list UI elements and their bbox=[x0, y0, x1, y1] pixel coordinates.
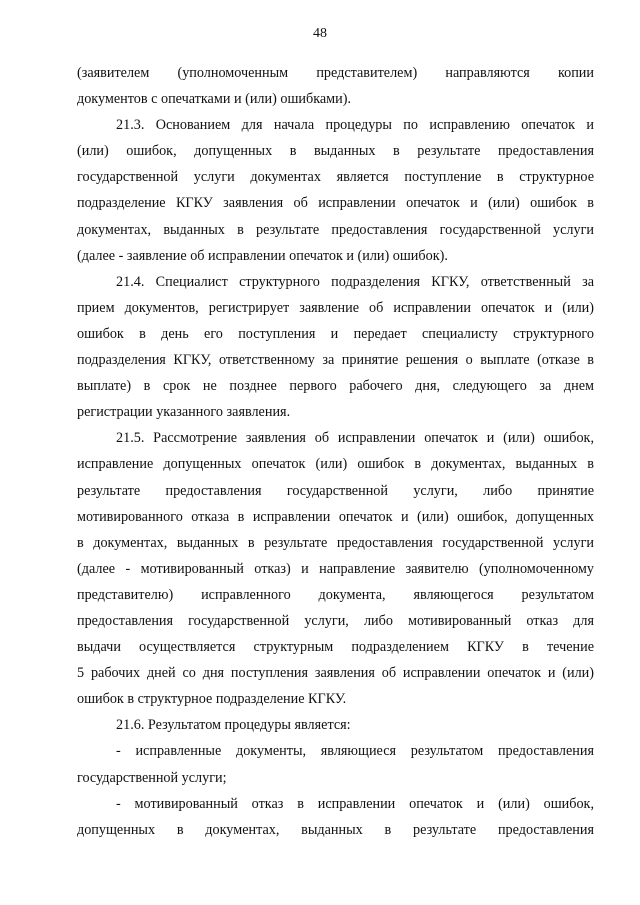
text-line: 21.4. Специалист структурного подразделения КГКУ, ответственный за bbox=[116, 273, 594, 290]
text-line: (далее - заявление об исправлении опечаток и (или) ошибок). bbox=[77, 247, 448, 264]
text-line: прием документов, регистрирует заявление об исправлении опечаток и (или) bbox=[77, 299, 594, 316]
paragraph-p-21-3 bbox=[77, 112, 594, 269]
text-line: ошибок в день его поступления и передает специалисту структурного bbox=[77, 325, 594, 342]
text-line: мотивированного отказа в исправлении опечаток и (или) ошибок, допущенных bbox=[77, 508, 594, 525]
text-line: 5 рабочих дней со дня поступления заявления об исправлении опечаток и (или) bbox=[77, 665, 594, 682]
text-line: документах, выданных в результате предоставления государственной услуги bbox=[77, 221, 594, 238]
document-body bbox=[77, 60, 594, 843]
paragraph-p-dash-2 bbox=[77, 791, 594, 843]
paragraph-p-21-4 bbox=[77, 269, 594, 426]
text-line: 21.5. Рассмотрение заявления об исправлении опечаток и (или) ошибок, bbox=[116, 430, 594, 447]
text-line: исправление допущенных опечаток (или) ошибок в документах, выданных в bbox=[77, 456, 594, 473]
paragraph-p-21-6 bbox=[77, 712, 594, 738]
page-number: 48 bbox=[313, 26, 327, 41]
text-line: предоставления государственной услуги, либо мотивированный отказ для bbox=[77, 612, 594, 629]
text-line: представителю) исправленного документа, являющегося результатом bbox=[77, 586, 594, 603]
text-line: ошибок в структурное подразделение КГКУ. bbox=[77, 691, 347, 708]
paragraph-p-dash-1 bbox=[77, 738, 594, 790]
text-line: допущенных в документах, выданных в результате предоставления bbox=[77, 821, 594, 838]
text-line: (заявителем (уполномоченным представителем) направляются копии bbox=[77, 65, 594, 81]
paragraph-p0 bbox=[77, 60, 594, 112]
text-line: (далее - мотивированный отказ) и направление заявителю (уполномоченному bbox=[77, 560, 594, 577]
text-line: - мотивированный отказ в исправлении опечаток и (или) ошибок, bbox=[116, 795, 594, 812]
text-line: государственной услуги; bbox=[77, 769, 227, 786]
text-line: 21.3. Основанием для начала процедуры по исправлению опечаток и bbox=[116, 117, 594, 134]
text-line: - исправленные документы, являющиеся результатом предоставления bbox=[116, 743, 594, 760]
text-line: (или) ошибок, допущенных в выданных в результате предоставления bbox=[77, 143, 594, 160]
text-line: подразделение КГКУ заявления об исправлении опечаток и (или) ошибок в bbox=[77, 195, 594, 212]
text-line: выдачи осуществляется структурным подразделением КГКУ в течение bbox=[77, 639, 594, 656]
text-line: в документах, выданных в результате предоставления государственной услуги bbox=[77, 534, 594, 551]
text-line: регистрации указанного заявления. bbox=[77, 404, 291, 421]
text-line: выплате) в срок не позднее первого рабочего дня, следующего за днем bbox=[77, 378, 594, 395]
text-line: результате предоставления государственной услуги, либо принятие bbox=[77, 482, 594, 499]
text-line: 21.6. Результатом процедуры является: bbox=[116, 717, 351, 734]
text-line: государственной услуги документах является поступление в структурное bbox=[77, 169, 594, 186]
text-line: документов с опечатками и (или) ошибками). bbox=[77, 91, 352, 108]
paragraph-p-21-5 bbox=[77, 425, 594, 712]
text-line: подразделения КГКУ, ответственному за принятие решения о выплате (отказе в bbox=[77, 352, 594, 369]
